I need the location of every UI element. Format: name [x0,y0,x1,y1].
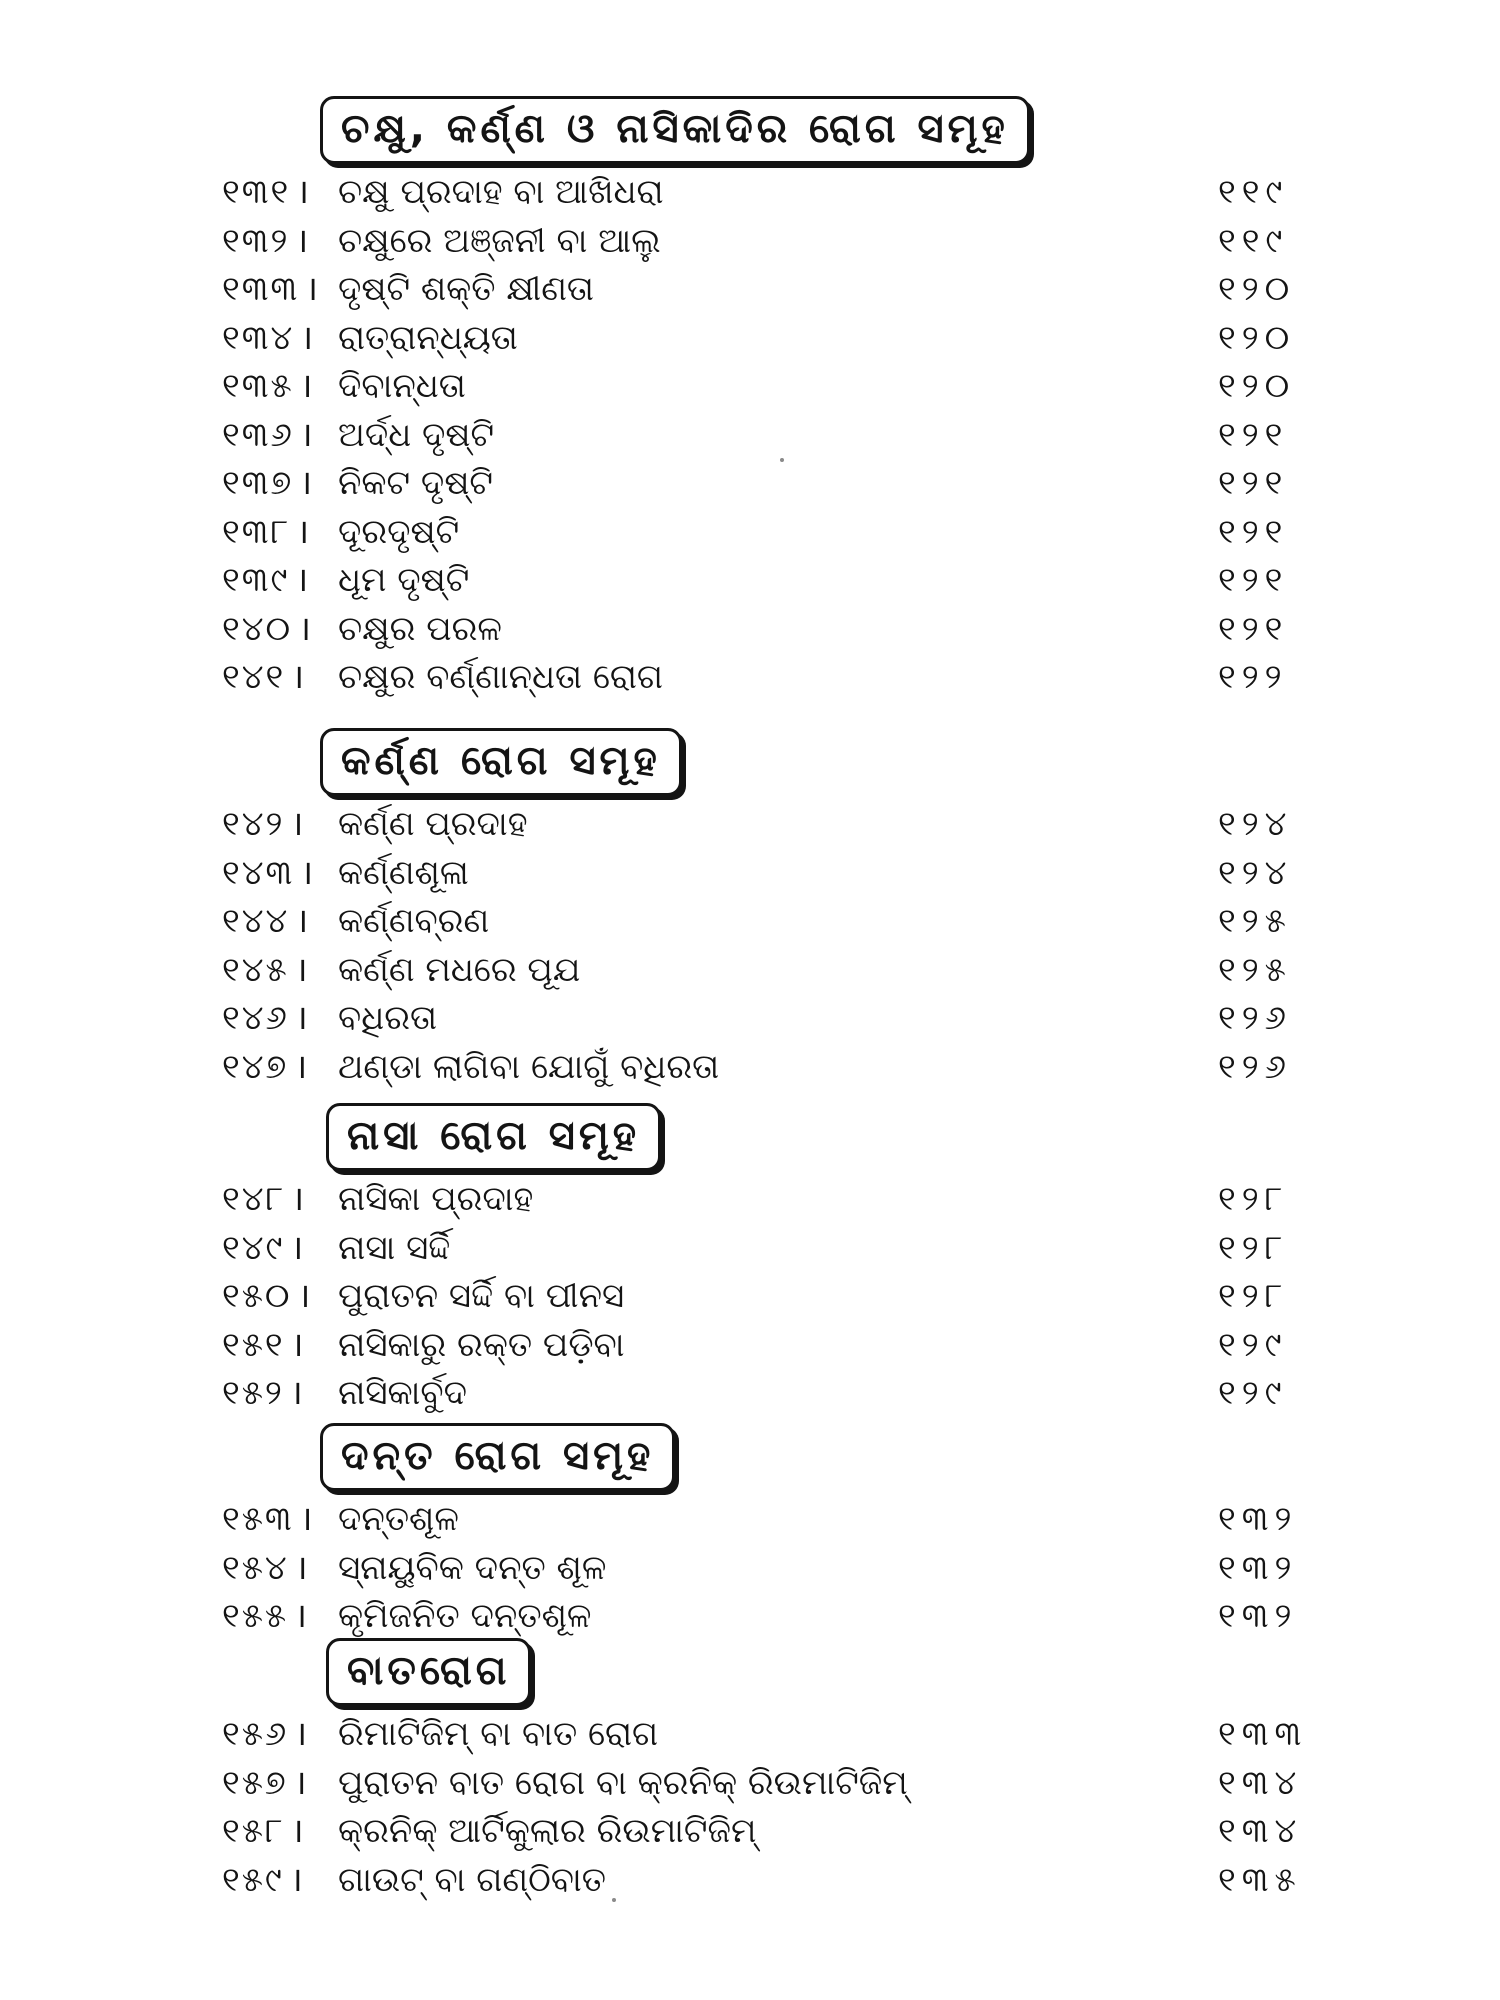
section-heading: ଦନ୍ତ ରୋଗ ସମୂହ [320,1423,675,1491]
entry-page-number: ୧୩୪ [1218,1762,1303,1803]
entry-number [222,1544,316,1592]
section-heading: କର୍ଣ୍ଣ ରୋଗ ସମୂହ [320,728,682,796]
entry-separator: । [294,949,310,990]
entry-title: ଥଣ୍ଡା ଲାଗିବା ଯୋଗୁଁ ବଧିରତା [338,1046,720,1087]
entry-number-text: ୧୪୭ [222,1046,289,1087]
entry-title: ନିକଟ ଦୃଷ୍ଟି [338,463,493,503]
entry-number-text: ୧୩୯ [222,560,290,600]
entry-number [222,1495,321,1543]
entry-number-text: ୧୫୮ [222,1811,285,1851]
entry-page-number: ୧୩୩ [1218,1714,1308,1754]
entry-title: ଚକ୍ଷୁର ବର୍ଣ୍ଣାନ୍ଧତା ରୋଗ [338,657,664,697]
entry-separator: । [299,463,315,503]
entry-separator: । [294,1547,310,1588]
entry-number [222,1807,312,1855]
entry-number [222,1224,311,1272]
paper-speck [780,458,784,462]
entry-page-number: ୧୧୯ [1218,220,1289,261]
entry-number-text: ୧୫୯ [222,1859,284,1900]
entry-page-number: ୧୨୪ [1218,852,1293,893]
section-heading: ବାତରୋଗ [326,1638,531,1706]
entry-number-text: ୧୪୦ [222,608,293,649]
entry-title: ଦିବାନ୍ଧତା [338,366,466,406]
entry-title: ଚକ୍ଷୁ ପ୍ରଦାହ ବା ଆଖିଧରା [338,172,664,212]
toc-entry [0,800,1500,849]
toc-entry [0,849,1500,898]
entry-page-number: ୧୨୨ [1218,657,1288,697]
entry-number-text: ୧୪୨ [222,804,285,844]
toc-entry [0,1856,1500,1905]
entry-title: କର୍ଣ୍ଣଶୂଳା [338,852,469,893]
entry-number [222,556,316,604]
entry-page-number: ୧୨୧ [1218,414,1289,455]
entry-title: ଚକ୍ଷୁର ପରଳ [338,608,502,649]
entry-number-text: ୧୫୦ [222,1276,292,1316]
entry-separator: । [290,804,306,844]
toc-entry [0,1043,1500,1092]
toc-entry [0,1175,1500,1224]
toc-section [0,1095,1500,1418]
entry-number [222,459,320,507]
entry-page-number: ୧୨୫ [1218,901,1292,941]
entry-number-text: ୧୪୪ [222,901,290,941]
entry-number-text: ୧୩୬ [222,414,294,455]
toc-section [0,1415,1500,1641]
entry-number [222,994,316,1042]
toc-entry [0,1272,1500,1321]
toc-entry [0,168,1500,217]
section-heading-row [0,1095,1500,1175]
entry-separator: । [297,1276,313,1316]
entry-separator: । [300,852,316,893]
toc-entry [0,411,1500,460]
entry-title: କର୍ଣ୍ଣ ମଧରେ ପୂଯ [338,949,581,990]
entry-page-number: ୧୨୧ [1218,463,1289,503]
entry-page-number: ୧୨୦ [1218,317,1296,358]
entry-separator: । [299,414,315,455]
toc-section [0,88,1500,702]
toc-entry [0,897,1500,946]
entry-number [222,217,316,265]
toc-entry [0,1224,1500,1273]
entry-title: ରାତ୍ରାନ୍ଧ୍ୟତା [338,317,518,358]
entry-number [222,1321,312,1369]
toc-entry [0,946,1500,995]
entry-page-number: ୧୨୮ [1218,1179,1289,1219]
entry-title: ଧୂମ ଦୃଷ୍ଟି [338,560,470,600]
entry-separator: । [296,172,312,212]
entry-title: ବଧିରତା [338,998,438,1038]
entry-title: ଗାଉଟ୍ ବା ଗଣ୍ଠିବାତ [338,1859,606,1900]
entry-title: ଦୂରଦୃଷ୍ଟି [338,511,460,552]
entry-separator: । [295,560,311,600]
entry-page-number: ୧୨୧ [1218,608,1289,649]
section-heading: ଚକ୍ଷୁ, କର୍ଣ୍ଣ ଓ ନାସିକାଦିର ରୋଗ ସମୂହ [320,96,1030,164]
entry-title: ସ୍ନାୟୁବିକ ଦନ୍ତ ଶୂଳ [338,1547,607,1588]
entry-page-number: ୧୨୧ [1218,511,1289,552]
entry-number [222,946,316,994]
entry-separator: । [294,1714,310,1754]
toc-entry [0,605,1500,654]
entry-number-text: ୧୪୩ [222,852,295,893]
entry-number [222,897,316,945]
entry-number-text: ୧୫୨ [222,1373,284,1413]
entry-number [222,1710,315,1758]
entry-page-number: ୧୨୯ [1218,1324,1288,1365]
entry-number [222,849,321,897]
entry-number-text: ୧୩୮ [222,511,291,552]
entry-number-text: ୧୪୯ [222,1227,285,1268]
entry-number-text: ୧୪୬ [222,998,289,1038]
entry-number-text: ୧୫୭ [222,1762,288,1803]
toc-entry [0,1710,1500,1759]
entry-title: ଦନ୍ତଶୂଳ [338,1499,459,1539]
entry-page-number: ୧୨୫ [1218,949,1292,990]
entry-number [222,411,321,459]
entry-separator: । [296,511,312,552]
entry-page-number: ୧୨୬ [1218,998,1292,1038]
entry-number [222,1043,315,1091]
entry-number-text: ୧୩୫ [222,366,294,406]
entry-separator: । [299,366,315,406]
entry-page-number: ୧୩୨ [1218,1499,1298,1539]
entry-separator: । [295,220,311,261]
toc-entry [0,217,1500,266]
entry-page-number: ୧୩୨ [1218,1596,1298,1636]
toc-entry [0,1321,1500,1370]
entry-page-number: ୧୨୦ [1218,366,1296,406]
entry-title: କର୍ଣ୍ଣବ୍ରଣ [338,901,490,941]
entry-title: ଚକ୍ଷୁରେ ଅଞ୍ଜନୀ ବା ଆଲୁ [338,220,661,261]
entry-separator: । [305,269,321,309]
toc-entry [0,265,1500,314]
entry-title: ପୁରାତନ ସର୍ଦ୍ଦି ବା ପୀନସ [338,1276,625,1316]
entry-separator: । [294,998,310,1038]
entry-number-text: ୧୩୪ [222,317,295,358]
entry-number-text: ୧୫୬ [222,1714,289,1754]
entry-separator: । [294,1046,310,1087]
entry-number-text: ୧୫୪ [222,1547,289,1588]
entry-number [222,800,311,848]
entry-number [222,605,319,653]
entry-title: ରିମାଟିଜିମ୍ ବା ବାତ ରୋଗ [338,1714,659,1754]
entry-separator: । [293,1762,309,1803]
entry-separator: । [291,1179,307,1219]
entry-separator: । [300,317,316,358]
entry-number-text: ୧୫୧ [222,1324,285,1365]
entry-number [222,362,321,410]
toc-entry [0,362,1500,411]
toc-entry [0,1807,1500,1856]
entry-title: ଅର୍ଦ୍ଧ ଦୃଷ୍ଟି [338,414,495,455]
entry-number [222,1272,318,1320]
entry-page-number: ୧୩୪ [1218,1811,1303,1851]
entry-number-text: ୧୪୫ [222,949,289,990]
toc-entry [0,556,1500,605]
entry-title: କୃମିଜନିତ ଦନ୍ତଶୂଳ [338,1596,592,1636]
toc-entry [0,459,1500,508]
entry-number [222,508,317,556]
entry-separator: । [295,901,311,941]
entry-title: କର୍ଣ୍ଣ ପ୍ରଦାହ [338,804,528,844]
section-heading-row [0,1630,1500,1710]
toc-entry [0,508,1500,557]
entry-title: କ୍ରନିକ୍ ଆର୍ଟିକୁଲାର ରିଉମାଟିଜିମ୍ [338,1811,757,1851]
entry-number [222,168,317,216]
entry-number-text: ୧୪୧ [222,657,286,697]
entry-number [222,1759,315,1807]
entry-number [222,1175,312,1223]
entry-page-number: ୧୨୧ [1218,560,1289,600]
entry-separator: । [290,1811,306,1851]
entry-page-number: ୧୨୬ [1218,1046,1292,1087]
entry-separator: । [298,608,314,649]
entry-number [222,1856,311,1904]
toc-section [0,720,1500,1091]
entry-title: ଦୃଷ୍ଟି ଶକ୍ତି କ୍ଷୀଣତା [338,269,594,309]
toc-entry [0,1495,1500,1544]
entry-separator: । [290,1227,306,1268]
entry-page-number: ୧୨୦ [1218,269,1296,309]
entry-number-text: ୧୩୨ [222,220,290,261]
entry-separator: । [294,1596,310,1636]
section-heading-row [0,88,1500,168]
entry-number-text: ୧୩୩ [222,269,300,309]
entry-number [222,314,321,362]
entry-number-text: ୧୩୭ [222,463,294,503]
toc-entry [0,653,1500,702]
entry-number [222,1369,311,1417]
toc-entry [0,1369,1500,1418]
entry-number-text: ୧୪୮ [222,1179,286,1219]
toc-entry [0,1759,1500,1808]
entry-separator: । [291,657,307,697]
entry-title: ନାସିକାର୍ବୁଦ [338,1373,467,1413]
entry-page-number: ୧୨୮ [1218,1276,1289,1316]
entry-page-number: ୧୨୯ [1218,1373,1288,1413]
entry-page-number: ୧୧୯ [1218,172,1289,212]
section-heading-row [0,1415,1500,1495]
toc-entry [0,994,1500,1043]
entry-title: ନାସିକାରୁ ରକ୍ତ ପଡ଼ିବା [338,1324,625,1365]
entry-title: ପୁରାତନ ବାତ ରୋଗ ବା କ୍ରନିକ୍ ରିଉମାଟିଜିମ୍ [338,1762,908,1803]
toc-entry [0,314,1500,363]
entry-number [222,265,326,313]
entry-separator: । [299,1499,315,1539]
entry-number [222,653,312,701]
entry-number-text: ୧୫୩ [222,1499,294,1539]
entry-title: ନାସିକା ପ୍ରଦାହ [338,1179,534,1219]
entry-number-text: ୧୩୧ [222,172,291,212]
entry-page-number: ୧୩୫ [1218,1859,1302,1900]
section-heading-row [0,720,1500,800]
toc-entry [0,1544,1500,1593]
entry-separator: । [289,1859,305,1900]
paper-speck [612,1898,616,1902]
entry-page-number: ୧୨୪ [1218,804,1293,844]
toc-section [0,1630,1500,1904]
entry-page-number: ୧୨୮ [1218,1227,1289,1268]
entry-separator: । [289,1373,305,1413]
section-heading: ନାସା ରୋଗ ସମୂହ [326,1103,661,1171]
entry-number-text: ୧୫୫ [222,1596,289,1636]
entry-page-number: ୧୩୨ [1218,1547,1298,1588]
entry-separator: । [290,1324,306,1365]
entry-title: ନାସା ସର୍ଦ୍ଦି [338,1227,451,1268]
